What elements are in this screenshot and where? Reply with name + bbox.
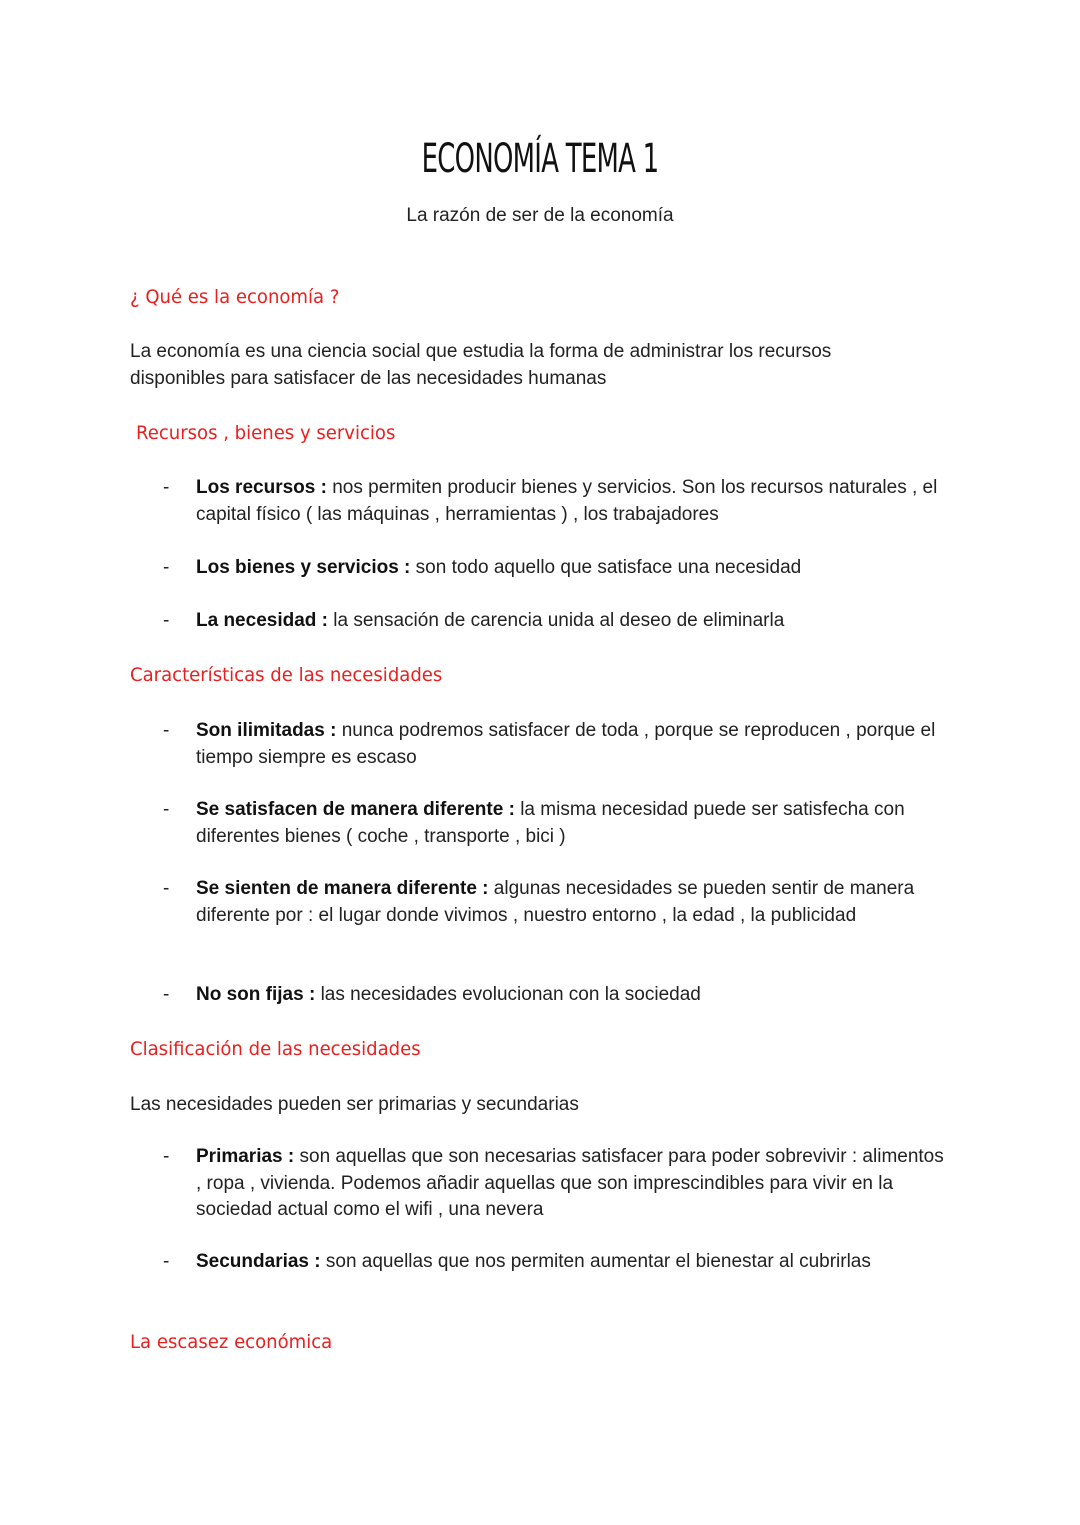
bullet-dash: - (163, 878, 170, 899)
bullet-term: La necesidad : (196, 610, 328, 631)
heading-clasificacion: Clasificación de las necesidades (130, 1038, 421, 1060)
paragraph-definition: La economía es una ciencia social que estudia la forma de administrar los recursos disponibles para satisfacer de las necesidades humanas (130, 341, 832, 389)
document-subtitle: La razón de ser de la economía (406, 205, 674, 226)
bullet-dash: - (163, 720, 170, 741)
bullet-term: No son fijas : (196, 984, 316, 1005)
bullet-text: son todo aquello que satisface una necesidad (410, 557, 802, 578)
bullet-term: Son ilimitadas : (196, 720, 337, 741)
bullet-item (163, 475, 953, 528)
bullet-text: la sensación de carencia unida al deseo de eliminarla (328, 610, 785, 631)
bullet-dash: - (163, 984, 170, 1005)
bullet-text: son aquellas que son necesarias satisfacer para poder sobrevivir : alimentos , ropa , vivienda. Podemos añadir aquellas que son imprescindibles para vivir en la sociedad actual como el wifi , una nevera (196, 1146, 944, 1220)
heading-caracteristicas: Características de las necesidades (130, 664, 443, 686)
bullet-text: las necesidades evolucionan con la sociedad (315, 984, 701, 1005)
bullet-text: algunas necesidades se pueden sentir de manera diferente por : el lugar donde vivimos , nuestro entorno , la edad , la publicidad (196, 878, 915, 926)
heading-escasez: La escasez económica (130, 1331, 333, 1353)
bullet-item (163, 1144, 953, 1224)
bullet-term: Los recursos : (196, 477, 327, 498)
bullet-item (163, 1249, 953, 1276)
bullet-text: nos permiten producir bienes y servicios. Son los recursos naturales , el capital físico ( las máquinas , herramientas ) , los trabajadores (196, 477, 938, 525)
bullet-text: son aquellas que nos permiten aumentar el bienestar al cubrirlas (320, 1251, 871, 1272)
document-title: ECONOMÍA TEMA 1 (421, 136, 659, 182)
bullet-item (163, 982, 953, 1009)
bullet-dash: - (163, 477, 170, 498)
bullet-dash: - (163, 1146, 170, 1167)
bullet-dash: - (163, 799, 170, 820)
bullet-item (163, 876, 953, 929)
heading-que-es-economia: ¿ Qué es la economía ? (130, 286, 340, 308)
bullet-text: la misma necesidad puede ser satisfecha con diferentes bienes ( coche , transporte , bici ) (196, 799, 905, 847)
bullet-term: Secundarias : (196, 1251, 321, 1272)
bullet-term: Los bienes y servicios : (196, 557, 411, 578)
bullet-item (163, 797, 953, 850)
paragraph-clasificacion: Las necesidades pueden ser primarias y secundarias (130, 1094, 579, 1115)
heading-recursos: Recursos , bienes y servicios (136, 422, 396, 444)
bullet-item (163, 555, 953, 582)
bullet-dash: - (163, 557, 170, 578)
bullet-text: nunca podremos satisfacer de toda , porque se reproducen , porque el tiempo siempre es escaso (196, 720, 936, 768)
bullet-dash: - (163, 610, 170, 631)
bullet-item (163, 718, 953, 771)
bullet-term: Se satisfacen de manera diferente : (196, 799, 515, 820)
bullet-item (163, 608, 953, 635)
bullet-term: Se sienten de manera diferente : (196, 878, 489, 899)
bullet-term: Primarias : (196, 1146, 295, 1167)
bullet-dash: - (163, 1251, 170, 1272)
